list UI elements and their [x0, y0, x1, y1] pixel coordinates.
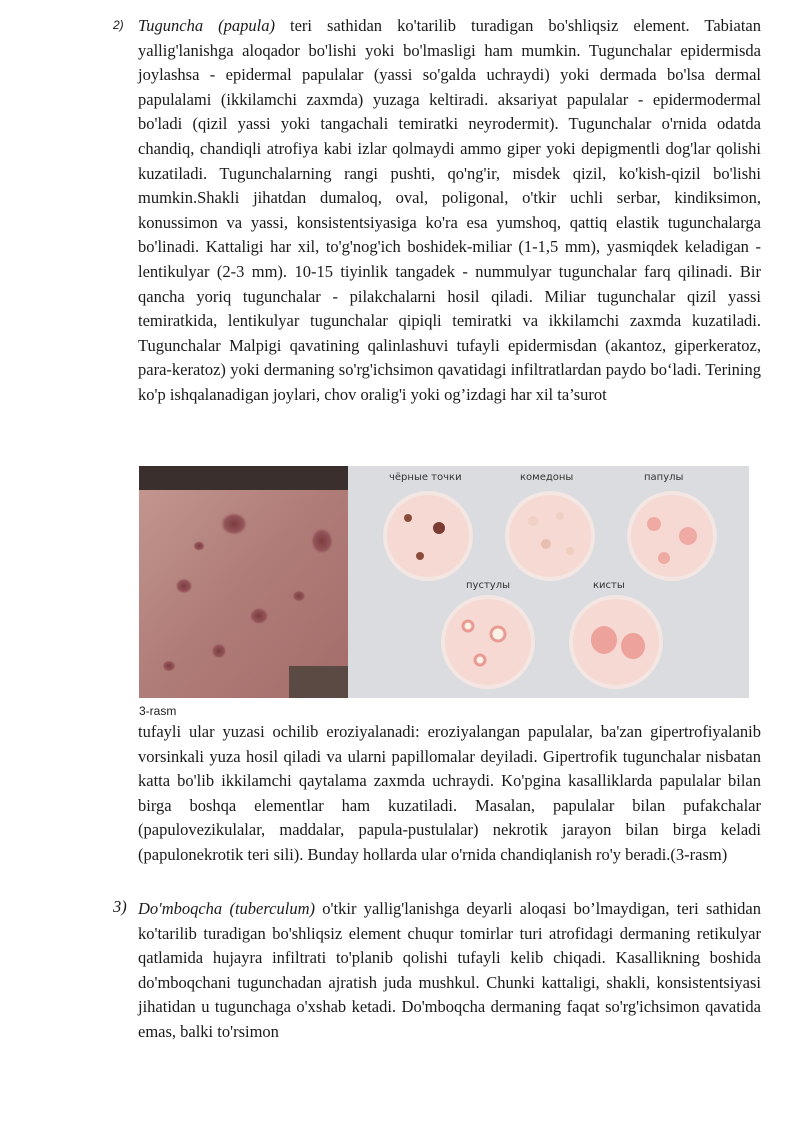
label-comedones: комедоны	[520, 472, 574, 483]
paragraph-text: o'tkir yallig'lanishga deyarli aloqasi bo’lmaydigan, teri sathidan ko'tarilib turadigan bo'shliqsiz element chuqur tomirlar turi atrofidagi dermaning retikulyar qatlamida hujayra infiltrati to'planib qolishi tufayli kelib chiqadi. Kasallikning boshida do'mboqchani tugunchadan ajratish juda mushkul. Chunki kattaligi, shakli, konsistentsiyasi jihatidan u tugunchaga o'xshab ketadi. Do'mboqcha dermaning faqat so'rg'ichsimon qavatida emas, balki to'rsimon	[138, 899, 761, 1041]
paragraph-tuberculum	[138, 897, 761, 1045]
papules-circle	[629, 493, 715, 579]
list-marker: 3)	[113, 897, 127, 916]
paragraph-text: tufayli ular yuzasi ochilib eroziyalanadi: eroziyalangan papulalar, ba'zan gipertrofiyalanib vorsinkali yuza hosil qiladi va ularni papillomalar deyiladi. Gipertrofik tugunchalar nisbatan katta bo'lib ikkilamchi qaytalama zaxmda uchraydi. Ko'pgina kasalliklarda papulalar bilan birga boshqa elementlar ham kuzatiladi. Masalan, papulalar bilan pufakchalar (papulovezikulalar, maddalar, papula-pustulalar) nekrotik jarayon bilan birga keladi (papulonekrotik teri sili). Bunday hollarda ular o'rnida chandiqlanish ro'y beradi.(3-rasm)	[138, 722, 761, 864]
list-item-tuberculum	[113, 897, 761, 1045]
list-marker: 2)	[113, 18, 124, 32]
skin-photo	[139, 466, 348, 698]
term-papula: Tuguncha (papula)	[138, 16, 275, 35]
paragraph-text: teri sathidan ko'tarilib turadigan bo'shliqsiz element. Tabiatan yallig'lanishga aloqador bo'lishi yoki bo'lmasligi ham mumkin. Tugunchalar epidermisda joylashsa - epidermal papulalar (yassi so'galda uchraydi) yoki dermada bo'lsa dermal papulalami (ikkilamchi zaxmda) yuzaga keltiradi. aksariyat papulalar - epidermodermal bo'ladi (qizil yassi yoki tangachali temiratki neyrodermit). Tugunchalar o'rnida odatda chandiq, chandiqli atrofiya kabi izlar qolmaydi ammo giper yoki depigmentli dog'lar qolishi kuzatiladi. Tugunchalarning rangi pushti, qo'ng'ir, misdek qizil, ko'kish-qizil bo'lishi mumkin.Shakli jihatdan dumaloq, oval, poligonal, o'tkir uchli serbar, kindiksimon, konussimon va yassi, konsistentsiyasiga ko'ra esa yumshoq, qattiq elastik tugunchalarga bo'linadi. Kattaligi har xil, to'g'nog'ich boshidek-miliar (1-1,5 mm), yasmiqdek keladigan -lentikulyar (2-3 mm). 10-15 tiyinlik tangadek - nummulyar tugunchalar farq qilinadi. Bir qancha yoriq tugunchalar - pilakchalarni hosil qiladi. Miliar tugunchalar qizil yassi temiratkida, lentikulyar tugunchalar qipiqli temiratki va ikkilamchi zaxmda kuzatiladi. Tugunchalar Malpigi qavatining qalinlashuvi tufayli epidermisdan (akantoz, giperkeratoz, para-keratoz) yoki dermaning so'rg'ichsimon qavatidagi infiltratlardan paydo bo‘ladi. Terining ko'p ishqalanadigan joylari, chov oralig'i yoki og’izdagi har xil ta’surot	[138, 16, 761, 404]
figure-caption: 3-rasm	[139, 704, 177, 718]
figure-3	[139, 466, 749, 698]
label-pustules: пустулы	[466, 580, 510, 591]
term-tuberculum: Do'mboqcha (tuberculum)	[138, 899, 316, 918]
black-dots-circle	[385, 493, 471, 579]
label-black-dots: чёрные точки	[389, 472, 462, 483]
paragraph-papula	[138, 14, 761, 408]
list-item-papula	[113, 14, 761, 408]
comedones-circle	[507, 493, 593, 579]
cysts-circle	[571, 597, 661, 687]
pustules-circle	[443, 597, 533, 687]
paragraph-continuation	[138, 720, 761, 868]
label-cysts: кисты	[593, 580, 625, 591]
acne-types-diagram	[348, 466, 749, 698]
label-papules: папулы	[644, 472, 684, 483]
